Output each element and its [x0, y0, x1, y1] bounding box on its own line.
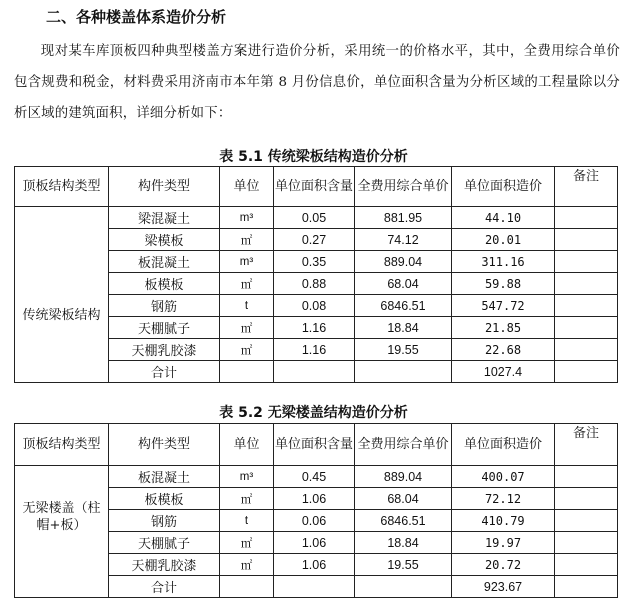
unit-price-cell: 881.95: [355, 207, 452, 229]
remarks-cell: [555, 361, 618, 383]
unit-price-cell: 18.84: [355, 532, 452, 554]
empty-cell: [355, 361, 452, 383]
remarks-cell: [555, 251, 618, 273]
unit-cell: ㎡: [220, 229, 274, 251]
remarks-cell: [555, 510, 618, 532]
unit-price-cell: 74.12: [355, 229, 452, 251]
component-cell: 天棚乳胶漆: [109, 554, 220, 576]
remarks-cell: [555, 317, 618, 339]
remarks-cell: [555, 488, 618, 510]
intro-paragraph: 现对某车库顶板四种典型楼盖方案进行造价分析，采用统一的价格水平，其中，全费用综合单价包含规费和税金，材料费采用济南市本年第 8 月份信息价，单位面积含量为分析区域的工程量除以分析区域的建筑面积，详细分析如下：: [14, 44, 620, 121]
unit-cell: ㎡: [220, 317, 274, 339]
component-cell: 板混凝土: [109, 466, 220, 488]
component-cell: 板混凝土: [109, 251, 220, 273]
header-component-type: 构件类型: [109, 167, 220, 207]
unit-cell: t: [220, 510, 274, 532]
remarks-cell: [555, 554, 618, 576]
header-area-quantity: 单位面积含量: [274, 424, 355, 466]
quantity-cell: 0.05: [274, 207, 355, 229]
area-cost-cell: 44.10: [452, 207, 555, 229]
component-cell: 钢筋: [109, 295, 220, 317]
unit-price-cell: 6846.51: [355, 510, 452, 532]
quantity-cell: 1.06: [274, 488, 355, 510]
unit-price-cell: 6846.51: [355, 295, 452, 317]
unit-cell: m³: [220, 466, 274, 488]
header-remarks: 备注: [555, 424, 618, 466]
structure-type-cell: 传统梁板结构: [15, 207, 109, 383]
header-area-cost: 单位面积造价: [452, 167, 555, 207]
area-cost-cell: 20.72: [452, 554, 555, 576]
remarks-cell: [555, 466, 618, 488]
quantity-cell: 0.08: [274, 295, 355, 317]
quantity-cell: 0.45: [274, 466, 355, 488]
quantity-cell: 1.16: [274, 317, 355, 339]
unit-cell: m³: [220, 251, 274, 273]
unit-price-cell: 68.04: [355, 488, 452, 510]
unit-price-cell: 18.84: [355, 317, 452, 339]
area-cost-cell: 547.72: [452, 295, 555, 317]
component-cell: 板模板: [109, 488, 220, 510]
quantity-cell: 1.16: [274, 339, 355, 361]
quantity-cell: 0.88: [274, 273, 355, 295]
remarks-cell: [555, 273, 618, 295]
unit-price-cell: 19.55: [355, 339, 452, 361]
remarks-cell: [555, 339, 618, 361]
component-cell: 天棚腻子: [109, 532, 220, 554]
quantity-cell: 1.06: [274, 554, 355, 576]
header-remarks: 备注: [555, 167, 618, 207]
total-value-cell: 1027.4: [452, 361, 555, 383]
unit-price-cell: 889.04: [355, 251, 452, 273]
table1-caption: 表 5.1 传统梁板结构造价分析: [219, 149, 408, 165]
total-label-cell: 合计: [109, 576, 220, 598]
unit-cell: t: [220, 295, 274, 317]
unit-price-cell: 889.04: [355, 466, 452, 488]
quantity-cell: 1.06: [274, 532, 355, 554]
component-cell: 钢筋: [109, 510, 220, 532]
area-cost-cell: 311.16: [452, 251, 555, 273]
component-cell: 板模板: [109, 273, 220, 295]
total-label-cell: 合计: [109, 361, 220, 383]
unit-cell: ㎡: [220, 554, 274, 576]
area-cost-cell: 21.85: [452, 317, 555, 339]
header-area-cost: 单位面积造价: [452, 424, 555, 466]
unit-cell: ㎡: [220, 532, 274, 554]
table-flat-slab: [14, 423, 618, 598]
header-component-type: 构件类型: [109, 424, 220, 466]
total-value-cell: 923.67: [452, 576, 555, 598]
component-cell: 梁混凝土: [109, 207, 220, 229]
section-heading: 二、各种楼盖体系造价分析: [46, 8, 227, 26]
table2-caption: 表 5.2 无梁楼盖结构造价分析: [219, 405, 408, 421]
remarks-cell: [555, 229, 618, 251]
component-cell: 梁模板: [109, 229, 220, 251]
header-structure-type: 顶板结构类型: [15, 424, 109, 466]
header-unit: 单位: [220, 424, 274, 466]
component-cell: 天棚乳胶漆: [109, 339, 220, 361]
header-unit: 单位: [220, 167, 274, 207]
remarks-cell: [555, 576, 618, 598]
quantity-cell: 0.27: [274, 229, 355, 251]
quantity-cell: 0.06: [274, 510, 355, 532]
unit-cell: m³: [220, 207, 274, 229]
area-cost-cell: 72.12: [452, 488, 555, 510]
unit-price-cell: 68.04: [355, 273, 452, 295]
header-unit-price: 全费用综合单价: [355, 167, 452, 207]
table-row: [15, 207, 618, 229]
quantity-cell: 0.35: [274, 251, 355, 273]
area-cost-cell: 20.01: [452, 229, 555, 251]
area-cost-cell: 59.88: [452, 273, 555, 295]
unit-price-cell: 19.55: [355, 554, 452, 576]
remarks-cell: [555, 207, 618, 229]
unit-cell: ㎡: [220, 273, 274, 295]
table-row: [15, 466, 618, 488]
table-header-row: [15, 424, 618, 466]
empty-cell: [274, 576, 355, 598]
area-cost-cell: 400.07: [452, 466, 555, 488]
structure-type-cell: 无梁楼盖（柱帽+板）: [15, 466, 109, 598]
empty-cell: [220, 576, 274, 598]
header-unit-price: 全费用综合单价: [355, 424, 452, 466]
remarks-cell: [555, 532, 618, 554]
unit-cell: ㎡: [220, 339, 274, 361]
area-cost-cell: 22.68: [452, 339, 555, 361]
table-traditional-beam-slab: [14, 166, 618, 383]
unit-cell: ㎡: [220, 488, 274, 510]
empty-cell: [355, 576, 452, 598]
empty-cell: [220, 361, 274, 383]
area-cost-cell: 19.97: [452, 532, 555, 554]
table-header-row: [15, 167, 618, 207]
remarks-cell: [555, 295, 618, 317]
component-cell: 天棚腻子: [109, 317, 220, 339]
header-structure-type: 顶板结构类型: [15, 167, 109, 207]
empty-cell: [274, 361, 355, 383]
area-cost-cell: 410.79: [452, 510, 555, 532]
header-area-quantity: 单位面积含量: [274, 167, 355, 207]
